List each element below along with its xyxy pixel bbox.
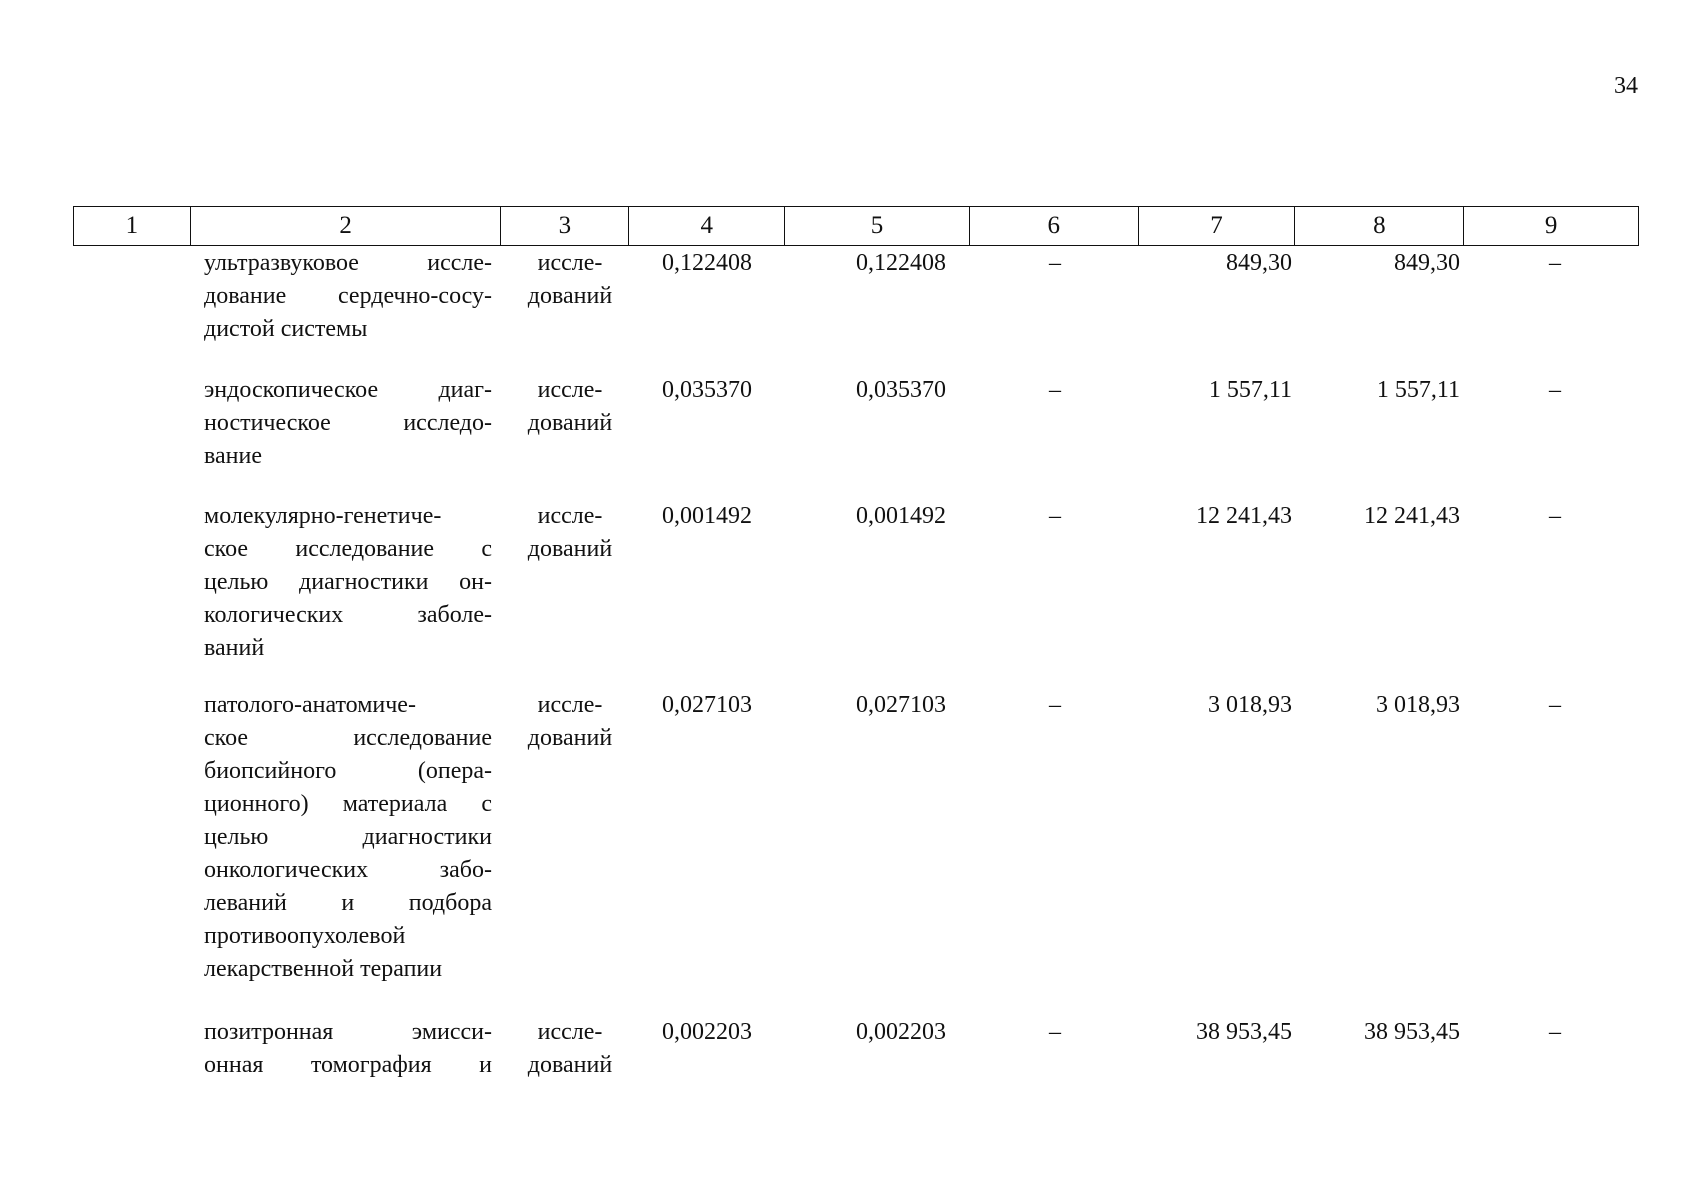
cell-col-6: – xyxy=(1049,250,1061,276)
header-cell-2: 2 xyxy=(191,207,502,245)
description-line: ское исследование xyxy=(204,725,492,751)
cell-col-4: 0,002203 xyxy=(662,1019,752,1045)
cell-col-7: 12 241,43 xyxy=(1196,503,1292,529)
service-description xyxy=(204,1016,492,1082)
description-line: противоопухолевой xyxy=(204,923,406,949)
description-line: дование сердечно-сосу- xyxy=(204,283,492,309)
header-cell-5: 5 xyxy=(785,207,970,245)
cell-col-5: 0,002203 xyxy=(856,1019,946,1045)
header-cell-7: 7 xyxy=(1139,207,1296,245)
description-line: лекарственной терапии xyxy=(204,956,443,982)
unit-of-measure xyxy=(512,247,628,313)
page-number: 34 xyxy=(1614,73,1638,99)
description-line: ностическое исследо- xyxy=(204,410,492,436)
unit-line: иссле- xyxy=(537,1019,603,1045)
unit-line: дований xyxy=(527,410,613,436)
unit-line: дований xyxy=(527,536,613,562)
description-line: дистой системы xyxy=(204,316,368,342)
cell-col-5: 0,001492 xyxy=(856,503,946,529)
cell-col-6: – xyxy=(1049,503,1061,529)
cell-col-6: – xyxy=(1049,1019,1061,1045)
cell-col-7: 849,30 xyxy=(1226,250,1292,276)
service-description xyxy=(204,500,492,665)
cell-col-6: – xyxy=(1049,377,1061,403)
cell-col-7: 1 557,11 xyxy=(1208,377,1292,403)
header-cell-9: 9 xyxy=(1544,212,1558,239)
unit-of-measure xyxy=(512,689,628,755)
description-line: леваний и подбора xyxy=(204,890,492,916)
unit-of-measure xyxy=(512,500,628,566)
cell-col-5: 0,122408 xyxy=(856,250,946,276)
description-line: позитронная эмисси- xyxy=(204,1019,492,1045)
cell-col-7: 3 018,93 xyxy=(1208,692,1292,718)
header-cell-1: 1 xyxy=(74,207,191,245)
service-description xyxy=(204,689,492,986)
description-line: целью диагностики xyxy=(204,824,492,850)
description-line: целью диагностики он- xyxy=(204,569,492,595)
cell-col-8: 12 241,43 xyxy=(1364,503,1460,529)
cell-col-4: 0,035370 xyxy=(662,377,752,403)
cell-col-5: 0,035370 xyxy=(856,377,946,403)
description-line: эндоскопическое диаг- xyxy=(204,377,492,403)
description-line: биопсийного (опера- xyxy=(204,758,492,784)
cell-col-9: – xyxy=(1549,377,1561,403)
unit-line: дований xyxy=(527,283,613,309)
service-description xyxy=(204,374,492,473)
cell-col-5: 0,027103 xyxy=(856,692,946,718)
unit-line: иссле- xyxy=(537,377,603,403)
description-line: молекулярно-генетиче- xyxy=(204,503,442,529)
description-line: онная томография и xyxy=(204,1052,492,1078)
unit-line: иссле- xyxy=(537,692,603,718)
description-line: ционного) материала с xyxy=(204,791,492,817)
header-cell-8: 8 xyxy=(1295,207,1464,245)
unit-line: иссле- xyxy=(537,503,603,529)
header-cell-4: 4 xyxy=(629,207,785,245)
cell-col-4: 0,027103 xyxy=(662,692,752,718)
cell-col-9: – xyxy=(1549,692,1561,718)
cell-col-8: 38 953,45 xyxy=(1364,1019,1460,1045)
description-line: ультразвуковое иссле- xyxy=(204,250,492,276)
description-line: кологических заболе- xyxy=(204,602,492,628)
unit-line: дований xyxy=(527,1052,613,1078)
cell-col-9: – xyxy=(1549,503,1561,529)
unit-line: дований xyxy=(527,725,613,751)
cell-col-9: – xyxy=(1549,1019,1561,1045)
description-line: ское исследование с xyxy=(204,536,492,562)
service-description xyxy=(204,247,492,346)
cell-col-8: 1 557,11 xyxy=(1376,377,1460,403)
cell-col-8: 849,30 xyxy=(1394,250,1460,276)
table-header-row xyxy=(73,206,1639,246)
cell-col-7: 38 953,45 xyxy=(1196,1019,1292,1045)
cell-col-4: 0,122408 xyxy=(662,250,752,276)
cell-col-8: 3 018,93 xyxy=(1376,692,1460,718)
unit-of-measure xyxy=(512,374,628,440)
description-line: патолого-анатомиче- xyxy=(204,692,416,718)
header-cell-6: 6 xyxy=(970,207,1139,245)
cell-col-6: – xyxy=(1049,692,1061,718)
description-line: онкологических забо- xyxy=(204,857,492,883)
header-cell-3: 3 xyxy=(501,207,629,245)
cell-col-4: 0,001492 xyxy=(662,503,752,529)
description-line: ваний xyxy=(204,635,265,661)
cell-col-9: – xyxy=(1549,250,1561,276)
description-line: вание xyxy=(204,443,263,469)
unit-of-measure xyxy=(512,1016,628,1082)
unit-line: иссле- xyxy=(537,250,603,276)
